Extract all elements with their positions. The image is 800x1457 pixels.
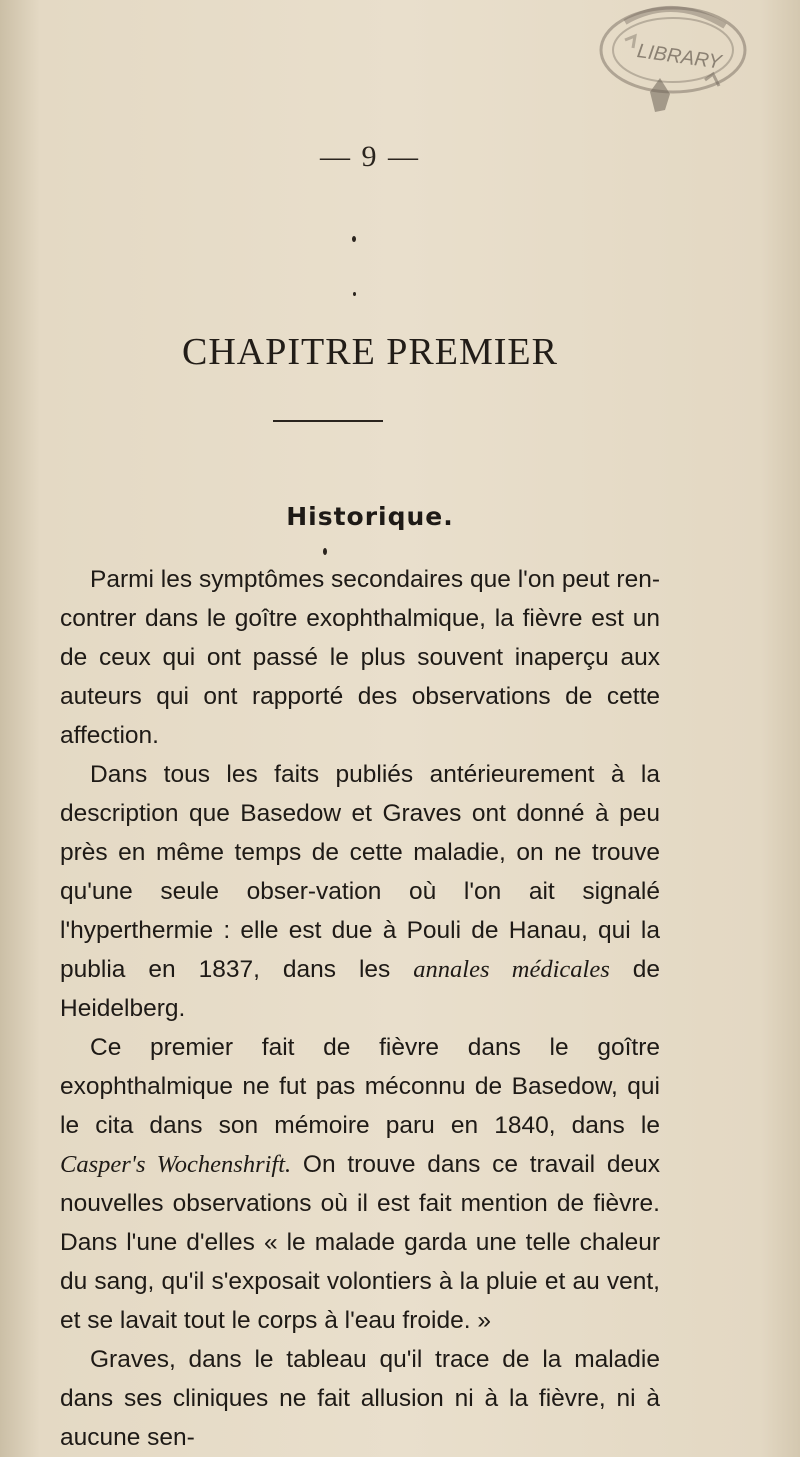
speck-dot [323,548,327,555]
library-stamp-icon [555,0,750,130]
paragraph-2-text-b: de Heidelberg. [60,956,660,1022]
section-title: Historique. [286,502,454,531]
chapter-title: CHAPITRE PREMIER [182,331,558,373]
page-number: — 9 — [320,140,420,173]
paragraph-2-journal-title: annales médicales [413,956,610,983]
paragraph-3-text-a: Ce premier fait de fièvre dans le goître exophthalmique ne fut pas méconnu de Basedow, qui le cita dans son mémoire paru en 1840, dans le [60,1034,660,1139]
paragraph-3 [60,1028,660,1340]
svg-text:LIBRARY: LIBRARY [635,40,723,74]
speck-dot [353,292,356,296]
body-text [60,560,660,1457]
paragraph-2-text-a: Dans tous les faits publiés antérieurement à la description que Basedow et Graves ont donné à peu près en même temps de cette maladie, on ne trouve qu'une seule obser-vation où l'on ait signalé l'hyperthermie : elle est due à Pouli de Hanau, qui la publia en 1837, dans les [60,761,660,983]
paragraph-3-journal-title: Casper's Wochenshrift. [60,1151,292,1178]
paragraph-3-text-b: On trouve dans ce travail deux nouvelles observations où il est fait mention de fièvre. Dans l'une d'elles « le malade garda une telle chaleur du sang, qu'il s'exposait volontiers à la pluie et au vent, et se lavait tout le corps à l'eau froide. » [60,1151,660,1334]
title-divider [273,420,383,422]
paragraph-2 [60,755,660,1028]
paragraph-1: Parmi les symptômes secondaires que l'on peut ren-contrer dans le goître exophthalmique, la fièvre est un de ceux qui ont passé le plus souvent inaperçu aux auteurs qui ont rapporté des observations de cette affection. [60,566,660,749]
paragraph-4: Graves, dans le tableau qu'il trace de la maladie dans ses cliniques ne fait allusion ni à la fièvre, ni à aucune sen- [60,1346,660,1451]
speck-dot [352,236,356,242]
